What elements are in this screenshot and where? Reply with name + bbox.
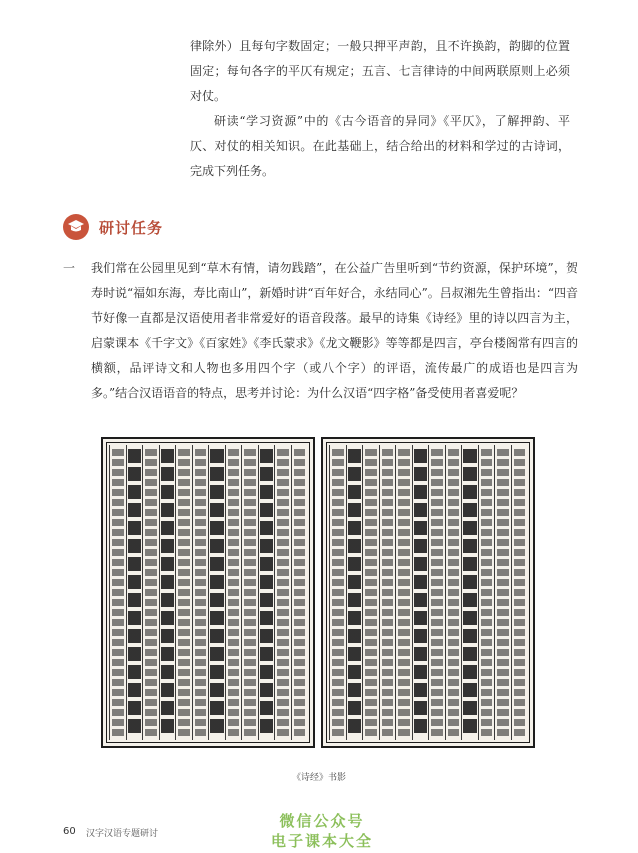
watermark-line-2: 电子课本大全: [270, 832, 373, 850]
book-title: 汉字汉语专题研讨: [86, 829, 159, 839]
graduation-cap-icon: [63, 214, 89, 240]
task-item-1: [63, 256, 578, 406]
intro-text: [190, 34, 570, 184]
intro-paragraph-2: 研读“学习资源”中的《古今语音的异同》《平仄》，了解押韵、平仄、对仗的相关知识。在此基础上，结合给出的材料和学过的古诗词，完成下列任务。: [190, 114, 570, 178]
watermark-line-1: 微信公众号: [279, 812, 365, 830]
watermark: [232, 811, 412, 851]
page-number: 60: [63, 826, 76, 837]
task-number: 一: [63, 261, 76, 275]
figure-caption: 《诗经》书影: [291, 773, 346, 783]
section-header: [63, 214, 163, 240]
intro-paragraph-1: 律除外）且每句字数固定；一般只押平声韵，且不许换韵，韵脚的位置固定；每句各字的平仄有规定；五言、七言律诗的中间两联原则上必须对仗。: [190, 39, 570, 103]
section-title: 研讨任务: [99, 218, 164, 237]
task-text: 我们常在公园里见到“草木有情，请勿践踏”，在公益广告里听到“节约资源，保护环境”，贺寿时说“福如东海，寿比南山”，新婚时讲“百年好合，永结同心”。吕叔湘先生曾指出：“四音节好像一直都是汉语使用者非常爱好的语音段落。最早的诗集《诗经》里的诗以四言为主，启蒙课本《千字文》《百家姓》《李氏蒙求》《龙文鞭影》等等都是四言，亭台楼阁常有四言的横额，品评诗文和人物也多用四个字（或八个字）的评语，流传最广的成语也是四言为多。”结合汉语语音的特点，思考并讨论：为什么汉语“四字格”备受使用者喜爱呢？: [91, 261, 578, 400]
book-page-left: [101, 437, 315, 748]
book-page-right: [321, 437, 535, 748]
shijing-book-image: [101, 437, 535, 748]
